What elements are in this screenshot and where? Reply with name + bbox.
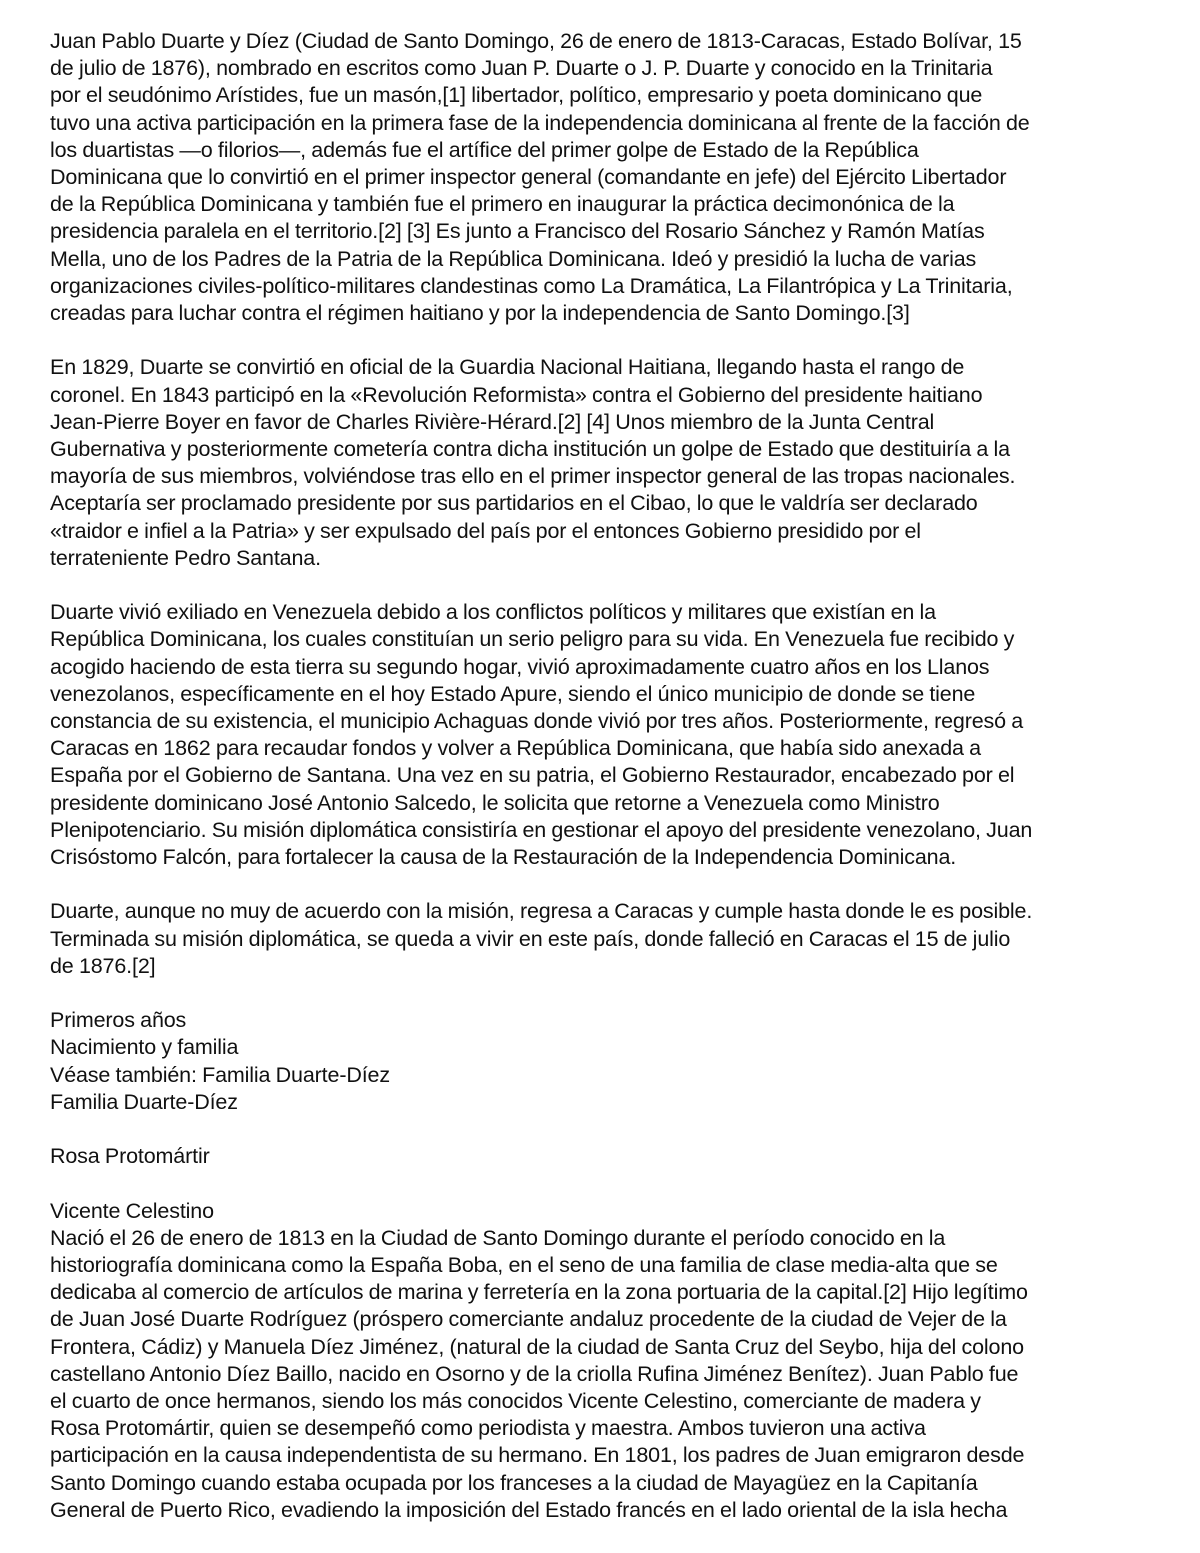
text-line: coronel. En 1843 participó en la «Revolución Reformista» contra el Gobierno del presidente haitiano [50,382,983,407]
text-line: constancia de su existencia, el municipio Achaguas donde vivió por tres años. Posteriormente, regresó a [50,709,1024,734]
text-line: presidente dominicano José Antonio Salcedo, le solicita que retorne a Venezuela como Ministro [50,790,940,815]
text-line: Santo Domingo cuando estaba ocupada por los franceses a la ciudad de Mayagüez en la Capitanía [50,1470,978,1495]
text-line: castellano Antonio Díez Baillo, nacido en Osorno y de la criolla Rufina Jiménez Benítez). Juan Pablo fue [50,1361,1019,1386]
text-line: terrateniente Pedro Santana. [50,545,321,570]
text-line: acogido haciendo de esta tierra su segundo hogar, vivió aproximadamente cuatro años en los Llanos [50,654,990,679]
text-line: Familia Duarte-Díez [50,1089,238,1114]
text-line: los duartistas —o filorios—, además fue el artífice del primer golpe de Estado de la República [50,137,919,162]
text-line: Plenipotenciario. Su misión diplomática consistiría en gestionar el apoyo del presidente venezolano, Juan [50,817,1033,842]
text-line: de 1876.[2] [50,953,156,978]
text-line: el cuarto de once hermanos, siendo los más conocidos Vicente Celestino, comerciante de madera y [50,1389,981,1414]
text-line: Frontera, Cádiz) y Manuela Díez Jiménez, (natural de la ciudad de Santa Cruz del Seybo, hija del colono [50,1334,1024,1359]
text-line: por el seudónimo Arístides, fue un masón,[1] libertador, político, empresario y poeta dominicano que [50,83,983,108]
text-line: participación en la causa independentista de su hermano. En 1801, los padres de Juan emigraron desde [50,1443,1025,1468]
text-line: Duarte, aunque no muy de acuerdo con la misión, regresa a Caracas y cumple hasta donde le es posible. [50,899,1033,924]
rosa-caption [50,1143,1160,1170]
text-line: organizaciones civiles-político-militares clandestinas como La Dramática, La Filantrópica y La Trinitaria, [50,273,1013,298]
text-line: Nació el 26 de enero de 1813 en la Ciudad de Santo Domingo durante el período conocido en la [50,1225,946,1250]
text-line: Terminada su misión diplomática, se queda a vivir en este país, donde falleció en Caracas el 15 de julio [50,926,1011,951]
guardia-paragraph [50,354,1160,572]
intro-paragraph [50,28,1160,327]
text-line: mayoría de sus miembros, volviéndose tras ello en el primer inspector general de las tropas nacionales. [50,464,1016,489]
text-line: Mella, uno de los Padres de la Patria de la República Dominicana. Ideó y presidió la lucha de varias [50,246,977,271]
text-line: Dominicana que lo convirtió en el primer inspector general (comandante en jefe) del Ejército Libertador [50,165,1007,190]
text-line: presidencia paralela en el territorio.[2] [3] Es junto a Francisco del Rosario Sánchez y Ramón Matías [50,219,985,244]
text-line: Crisóstomo Falcón, para fortalecer la causa de la Restauración de la Independencia Dominicana. [50,845,957,870]
section-headings [50,1007,1160,1116]
text-line: Gubernativa y posteriormente cometería contra dicha institución un golpe de Estado que destituiría a la [50,437,1010,462]
text-line: dedicaba al comercio de artículos de marina y ferretería en la zona portuaria de la capital.[2] Hijo legítimo [50,1280,1028,1305]
text-line: de la República Dominicana y también fue el primero en inaugurar la práctica decimonónica de la [50,192,955,217]
text-line: de julio de 1876), nombrado en escritos como Juan P. Duarte o J. P. Duarte y conocido en la Trinitaria [50,56,993,81]
text-line: En 1829, Duarte se convirtió en oficial de la Guardia Nacional Haitiana, llegando hasta el rango de [50,355,965,380]
text-line: venezolanos, específicamente en el hoy Estado Apure, siendo el único municipio de donde se tiene [50,681,976,706]
text-line: Vicente Celestino [50,1198,214,1223]
text-line: Rosa Protomártir, quien se desempeñó como periodista y maestra. Ambos tuvieron una activa [50,1416,926,1441]
text-line: «traidor e infiel a la Patria» y ser expulsado del país por el entonces Gobierno presidido por el [50,518,921,543]
birth-paragraph [50,1198,1160,1524]
text-line: Juan Pablo Duarte y Díez (Ciudad de Santo Domingo, 26 de enero de 1813-Caracas, Estado Bolívar, 15 [50,29,1022,53]
text-line: de Juan José Duarte Rodríguez (próspero comerciante andaluz procedente de la ciudad de Vejer de la [50,1307,1007,1332]
text-line: Aceptaría ser proclamado presidente por sus partidarios en el Cibao, lo que le valdría ser declarado [50,491,978,516]
text-line: General de Puerto Rico, evadiendo la imposición del Estado francés en el lado oriental de la isla hecha [50,1497,1008,1522]
text-line: España por el Gobierno de Santana. Una vez en su patria, el Gobierno Restaurador, encabezado por el [50,763,1015,788]
text-line: tuvo una activa participación en la primera fase de la independencia dominicana al frente de la facción de [50,110,1030,135]
text-line: Nacimiento y familia [50,1035,239,1060]
text-line: Rosa Protomártir [50,1144,210,1169]
text-line: Jean-Pierre Boyer en favor de Charles Rivière-Hérard.[2] [4] Unos miembro de la Junta Central [50,409,935,434]
document-page [50,28,1160,1524]
exile-paragraph [50,599,1160,871]
text-line: República Dominicana, los cuales constituían un serio peligro para su vida. En Venezuela fue recibido y [50,627,1015,652]
text-line: historiografía dominicana como la España Boba, en el seno de una familia de clase media-alta que se [50,1253,998,1278]
text-line: Caracas en 1862 para recaudar fondos y volver a República Dominicana, que había sido anexada a [50,736,981,761]
text-line: Duarte vivió exiliado en Venezuela debido a los conflictos políticos y militares que existían en la [50,600,936,625]
text-line: Véase también: Familia Duarte-Díez [50,1062,390,1087]
text-line: Primeros años [50,1008,187,1033]
text-line: creadas para luchar contra el régimen haitiano y por la independencia de Santo Domingo.[3] [50,301,910,326]
mission-paragraph [50,898,1160,980]
